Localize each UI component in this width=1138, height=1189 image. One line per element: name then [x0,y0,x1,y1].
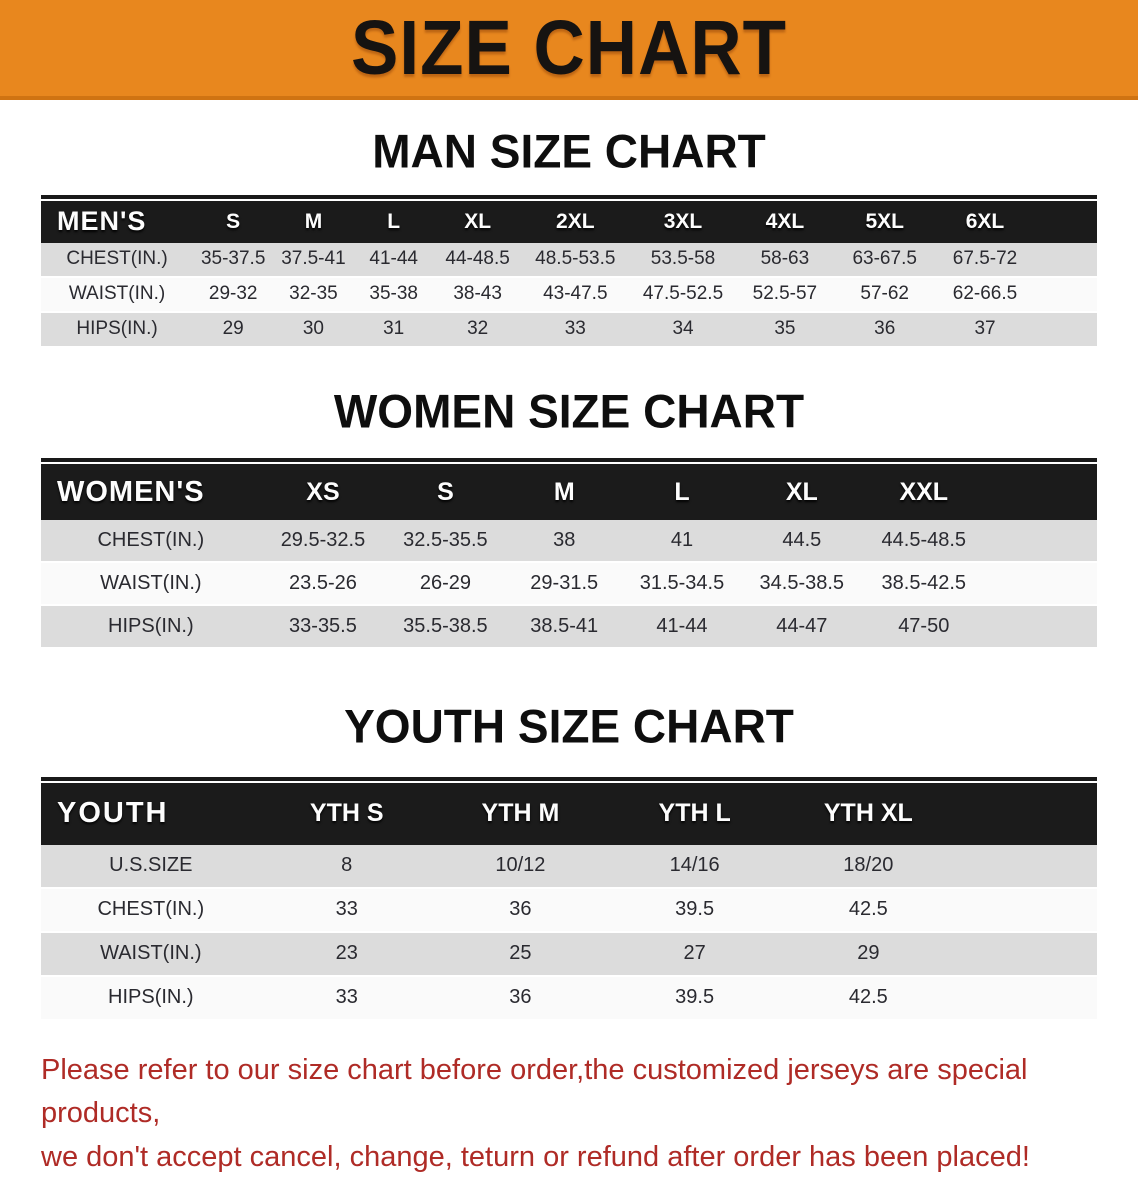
table-header-row [41,201,1097,243]
table-cell: 39.5 [608,889,781,933]
table-cell: 38.5-41 [506,606,623,649]
table-cell: 44.5 [741,520,862,563]
table-header-row [41,464,1097,520]
table-cell: 10/12 [433,845,608,889]
table-cell: 38 [506,520,623,563]
women-section-heading: WOMEN SIZE CHART [333,384,805,438]
table-cell: 53.5-58 [629,243,737,278]
content [0,100,1138,1021]
size-column-header: YTH L [608,783,781,845]
size-column-header: YTH S [261,783,433,845]
table-cell: 42.5 [781,889,955,933]
size-column-header: S [193,201,273,243]
table-cell: 26-29 [385,563,505,606]
size-column-header: YTH XL [781,783,955,845]
size-column-header: M [273,201,353,243]
youth-corner-label: YOUTH [41,783,261,845]
table-cell: 44-47 [741,606,862,649]
table-cell: 31 [354,313,434,348]
table-cell: 41 [623,520,741,563]
table-cell: 47.5-52.5 [629,278,737,313]
man-size-table [41,201,1097,348]
table-row [41,845,1097,889]
table-cell: 36 [433,889,608,933]
size-column-header: XL [434,201,522,243]
spacer-cell [1034,201,1097,243]
women-table-wrap [41,458,1097,649]
table-cell: 58-63 [737,243,833,278]
row-label: WAIST(IN.) [41,563,261,606]
table-cell: 29 [193,313,273,348]
row-label: HIPS(IN.) [41,313,193,348]
table-cell: 25 [433,933,608,977]
spacer-cell [955,845,1097,889]
row-label: CHEST(IN.) [41,243,193,278]
table-cell: 31.5-34.5 [623,563,741,606]
table-row [41,243,1097,278]
table-row [41,313,1097,348]
disclaimer-line-2: we don't accept cancel, change, teturn or refund after order has been placed! [41,1140,1030,1173]
table-cell: 44.5-48.5 [863,520,985,563]
table-row [41,278,1097,313]
table-cell: 32 [434,313,522,348]
spacer-cell [955,783,1097,845]
size-column-header: L [354,201,434,243]
row-label: HIPS(IN.) [41,606,261,649]
size-column-header: 2XL [521,201,629,243]
table-cell: 29.5-32.5 [261,520,386,563]
table-cell: 57-62 [833,278,936,313]
table-row [41,933,1097,977]
footer-disclaimer [0,1021,1138,1189]
table-cell: 35-37.5 [193,243,273,278]
size-column-header: 3XL [629,201,737,243]
table-cell: 62-66.5 [936,278,1033,313]
table-cell: 29 [781,933,955,977]
table-cell: 37 [936,313,1033,348]
row-label: U.S.SIZE [41,845,261,889]
table-cell: 36 [433,977,608,1021]
size-column-header: YTH M [433,783,608,845]
table-cell: 35-38 [354,278,434,313]
row-label: WAIST(IN.) [41,278,193,313]
spacer-cell [985,464,1097,520]
table-cell: 30 [273,313,353,348]
table-cell: 67.5-72 [936,243,1033,278]
table-row [41,520,1097,563]
spacer-cell [955,977,1097,1021]
table-cell: 42.5 [781,977,955,1021]
table-header-row [41,783,1097,845]
row-label: WAIST(IN.) [41,933,261,977]
table-row [41,606,1097,649]
spacer-cell [955,933,1097,977]
table-cell: 33 [521,313,629,348]
spacer-cell [985,520,1097,563]
table-row [41,563,1097,606]
table-cell: 38.5-42.5 [863,563,985,606]
size-column-header: L [623,464,741,520]
size-column-header: S [385,464,505,520]
size-column-header: M [506,464,623,520]
table-cell: 23 [261,933,433,977]
page-title: SIZE CHART [351,5,787,91]
spacer-cell [955,889,1097,933]
size-column-header: 6XL [936,201,1033,243]
spacer-cell [1034,243,1097,278]
row-label: CHEST(IN.) [41,889,261,933]
youth-size-table [41,783,1097,1021]
spacer-cell [1034,313,1097,348]
table-cell: 63-67.5 [833,243,936,278]
table-cell: 8 [261,845,433,889]
table-cell: 44-48.5 [434,243,522,278]
size-column-header: 5XL [833,201,936,243]
table-cell: 33 [261,977,433,1021]
spacer-cell [985,606,1097,649]
man-corner-label: MEN'S [41,201,193,243]
youth-section-heading: YOUTH SIZE CHART [344,699,794,753]
size-column-header: 4XL [737,201,833,243]
table-cell: 37.5-41 [273,243,353,278]
table-cell: 36 [833,313,936,348]
table-cell: 35.5-38.5 [385,606,505,649]
row-label: HIPS(IN.) [41,977,261,1021]
size-column-header: XS [261,464,386,520]
table-cell: 33 [261,889,433,933]
table-cell: 14/16 [608,845,781,889]
table-cell: 32.5-35.5 [385,520,505,563]
table-cell: 47-50 [863,606,985,649]
youth-table-wrap [41,777,1097,1021]
spacer-cell [985,563,1097,606]
table-cell: 29-32 [193,278,273,313]
table-cell: 18/20 [781,845,955,889]
table-cell: 29-31.5 [506,563,623,606]
table-cell: 39.5 [608,977,781,1021]
man-section-heading: MAN SIZE CHART [372,124,766,178]
table-cell: 38-43 [434,278,522,313]
man-table-wrap [41,195,1097,348]
table-cell: 43-47.5 [521,278,629,313]
table-cell: 35 [737,313,833,348]
disclaimer-line-1: Please refer to our size chart before order,the customized jerseys are special products, [41,1053,1028,1130]
table-cell: 48.5-53.5 [521,243,629,278]
table-row [41,889,1097,933]
table-cell: 27 [608,933,781,977]
size-column-header: XXL [863,464,985,520]
row-label: CHEST(IN.) [41,520,261,563]
size-column-header: XL [741,464,862,520]
table-cell: 41-44 [623,606,741,649]
banner [0,0,1138,100]
table-cell: 34 [629,313,737,348]
table-row [41,977,1097,1021]
table-cell: 34.5-38.5 [741,563,862,606]
table-cell: 32-35 [273,278,353,313]
women-size-table [41,464,1097,649]
table-cell: 41-44 [354,243,434,278]
table-cell: 33-35.5 [261,606,386,649]
spacer-cell [1034,278,1097,313]
table-cell: 52.5-57 [737,278,833,313]
women-corner-label: WOMEN'S [41,464,261,520]
table-cell: 23.5-26 [261,563,386,606]
